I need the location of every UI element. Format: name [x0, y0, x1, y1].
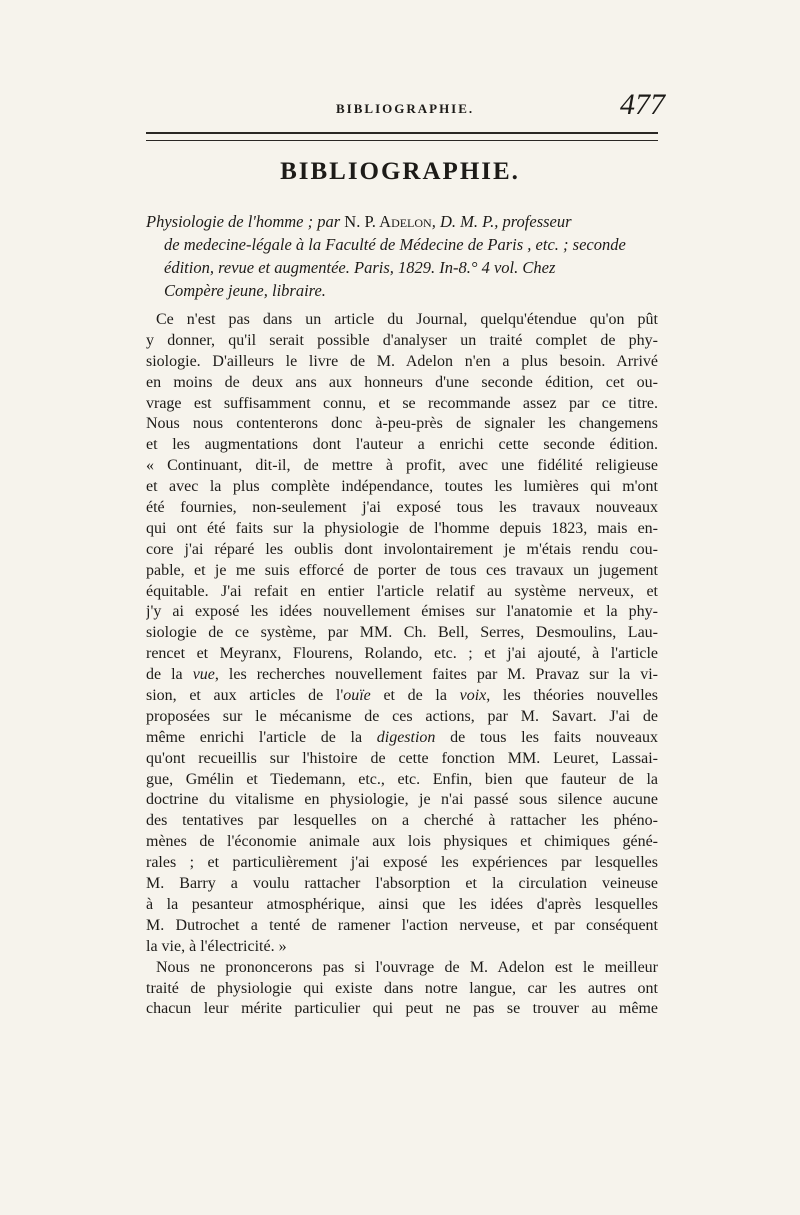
- body-line: M. Barry a voulu rattacher l'absorption et la circulation veineuse: [146, 875, 658, 893]
- book-citation: [146, 210, 656, 302]
- body-line: [146, 686, 658, 707]
- running-head: BIBLIOGRAPHIE.: [336, 101, 475, 116]
- body-line: siologie. D'ailleurs le livre de M. Adelon n'en a plus besoin. Arrivé: [146, 352, 658, 370]
- body-line: [146, 665, 658, 686]
- body-line: équitable. J'ai refait en entier l'article relatif au système nerveux, et: [146, 582, 658, 600]
- body-line: la vie, à l'électricité. »: [146, 937, 287, 955]
- body-text: [146, 310, 658, 1020]
- body-line: [146, 728, 658, 749]
- body-line: qui ont été faits sur la physiologie de l'homme depuis 1823, mais en-: [146, 519, 658, 537]
- body-line: M. Dutrochet a tenté de ramener l'action nerveuse, et par conséquent: [146, 916, 658, 934]
- body-emphasis: ouïe: [343, 687, 371, 705]
- body-text-run: et de la: [370, 687, 460, 705]
- citation-line-2: de medecine-légale à la Faculté de Médecine de Paris , etc. ; seconde: [164, 235, 626, 254]
- body-line: à la pesanteur atmosphérique, ainsi que les idées d'après lesquelles: [146, 895, 658, 913]
- body-line: en moins de deux ans aux honneurs d'une seconde édition, cet ou-: [146, 373, 658, 391]
- body-line: chacun leur mérite particulier qui peut ne pas se trouver au même: [146, 1000, 658, 1018]
- body-line: qu'ont recueillis sur l'histoire de cette fonction MM. Leuret, Lassai-: [146, 749, 658, 767]
- body-line: vrage est suffisamment connu, et se recommande assez par ce titre.: [146, 394, 658, 412]
- body-line: rencet et Meyranx, Flourens, Rolando, etc. ; et j'ai ajouté, à l'article: [146, 645, 658, 663]
- section-title: BIBLIOGRAPHIE.: [280, 158, 520, 185]
- body-line: pable, et je me suis efforcé de porter de tous ces travaux un jugement: [146, 561, 658, 579]
- body-text-run: de la: [146, 666, 193, 684]
- header-rule-thin: [146, 140, 658, 141]
- body-line: doctrine du vitalisme en physiologie, je n'ai passé sous silence aucune: [146, 791, 658, 809]
- body-text-run: même enrichi l'article de la: [146, 728, 377, 746]
- body-line: « Continuant, dit-il, de mettre à profit, avec une fidélité religieuse: [146, 457, 658, 475]
- body-line: rales ; et particulièrement j'ai exposé les expériences par lesquelles: [146, 854, 658, 872]
- citation-author-titles: , D. M. P., professeur: [431, 212, 572, 231]
- body-line: gue, Gmélin et Tiedemann, etc., etc. Enfin, bien que fauteur de la: [146, 770, 658, 788]
- body-text-run: , les recherches nouvellement faites par M. Pravaz sur la vi-: [214, 666, 658, 684]
- body-line: y donner, qu'il serait possible d'analyser un traité complet de phy-: [146, 331, 658, 349]
- body-line: mènes de l'économie animale aux lois physiques et chimiques géné-: [146, 833, 658, 851]
- citation-author: N. P. Adelon: [344, 212, 432, 231]
- citation-line-1: [146, 210, 656, 233]
- body-text-run: , les théories nouvelles: [486, 687, 658, 705]
- citation-work-title: Physiologie de l'homme ; par: [146, 212, 345, 231]
- body-emphasis: voix: [459, 687, 487, 705]
- citation-line-4: Compère jeune, libraire.: [164, 281, 326, 300]
- body-line: Nous nous contenterons donc à-peu-près de signaler les changemens: [146, 415, 658, 433]
- body-line: Ce n'est pas dans un article du Journal, quelqu'étendue qu'on pût: [156, 311, 658, 328]
- body-line: traité de physiologie qui existe dans notre langue, car les autres ont: [146, 979, 658, 997]
- body-line: proposées sur le mécanisme de ces actions, par M. Savart. J'ai de: [146, 707, 658, 725]
- body-line: j'y ai exposé les idées nouvellement émises sur l'anatomie et la phy-: [146, 603, 658, 621]
- page-number: 477: [620, 88, 665, 121]
- body-emphasis: vue: [192, 666, 215, 684]
- body-text-run: sion, et aux articles de l': [146, 687, 344, 705]
- body-line: des tentatives par lesquelles on a cherché à rattacher les phéno-: [146, 812, 658, 830]
- body-line: core j'ai réparé les oublis dont involontairement je m'étais rendu cou-: [146, 540, 658, 558]
- body-text-run: de tous les faits nouveaux: [435, 728, 658, 746]
- citation-line-3: édition, revue et augmentée. Paris, 1829. In-8.° 4 vol. Chez: [164, 258, 556, 277]
- body-line: Nous ne prononcerons pas si l'ouvrage de M. Adelon est le meilleur: [156, 958, 658, 976]
- body-line: siologie de ce système, par MM. Ch. Bell, Serres, Desmoulins, Lau-: [146, 624, 658, 642]
- body-line: et les augmentations dont l'auteur a enrichi cette seconde édition.: [146, 436, 658, 454]
- body-line: et avec la plus complète indépendance, toutes les lumières qui m'ont: [146, 478, 658, 496]
- header-rule-thick: [146, 132, 658, 134]
- body-line: été fournies, non-seulement j'ai exposé tous les travaux nouveaux: [146, 499, 658, 517]
- body-emphasis: digestion: [376, 728, 436, 746]
